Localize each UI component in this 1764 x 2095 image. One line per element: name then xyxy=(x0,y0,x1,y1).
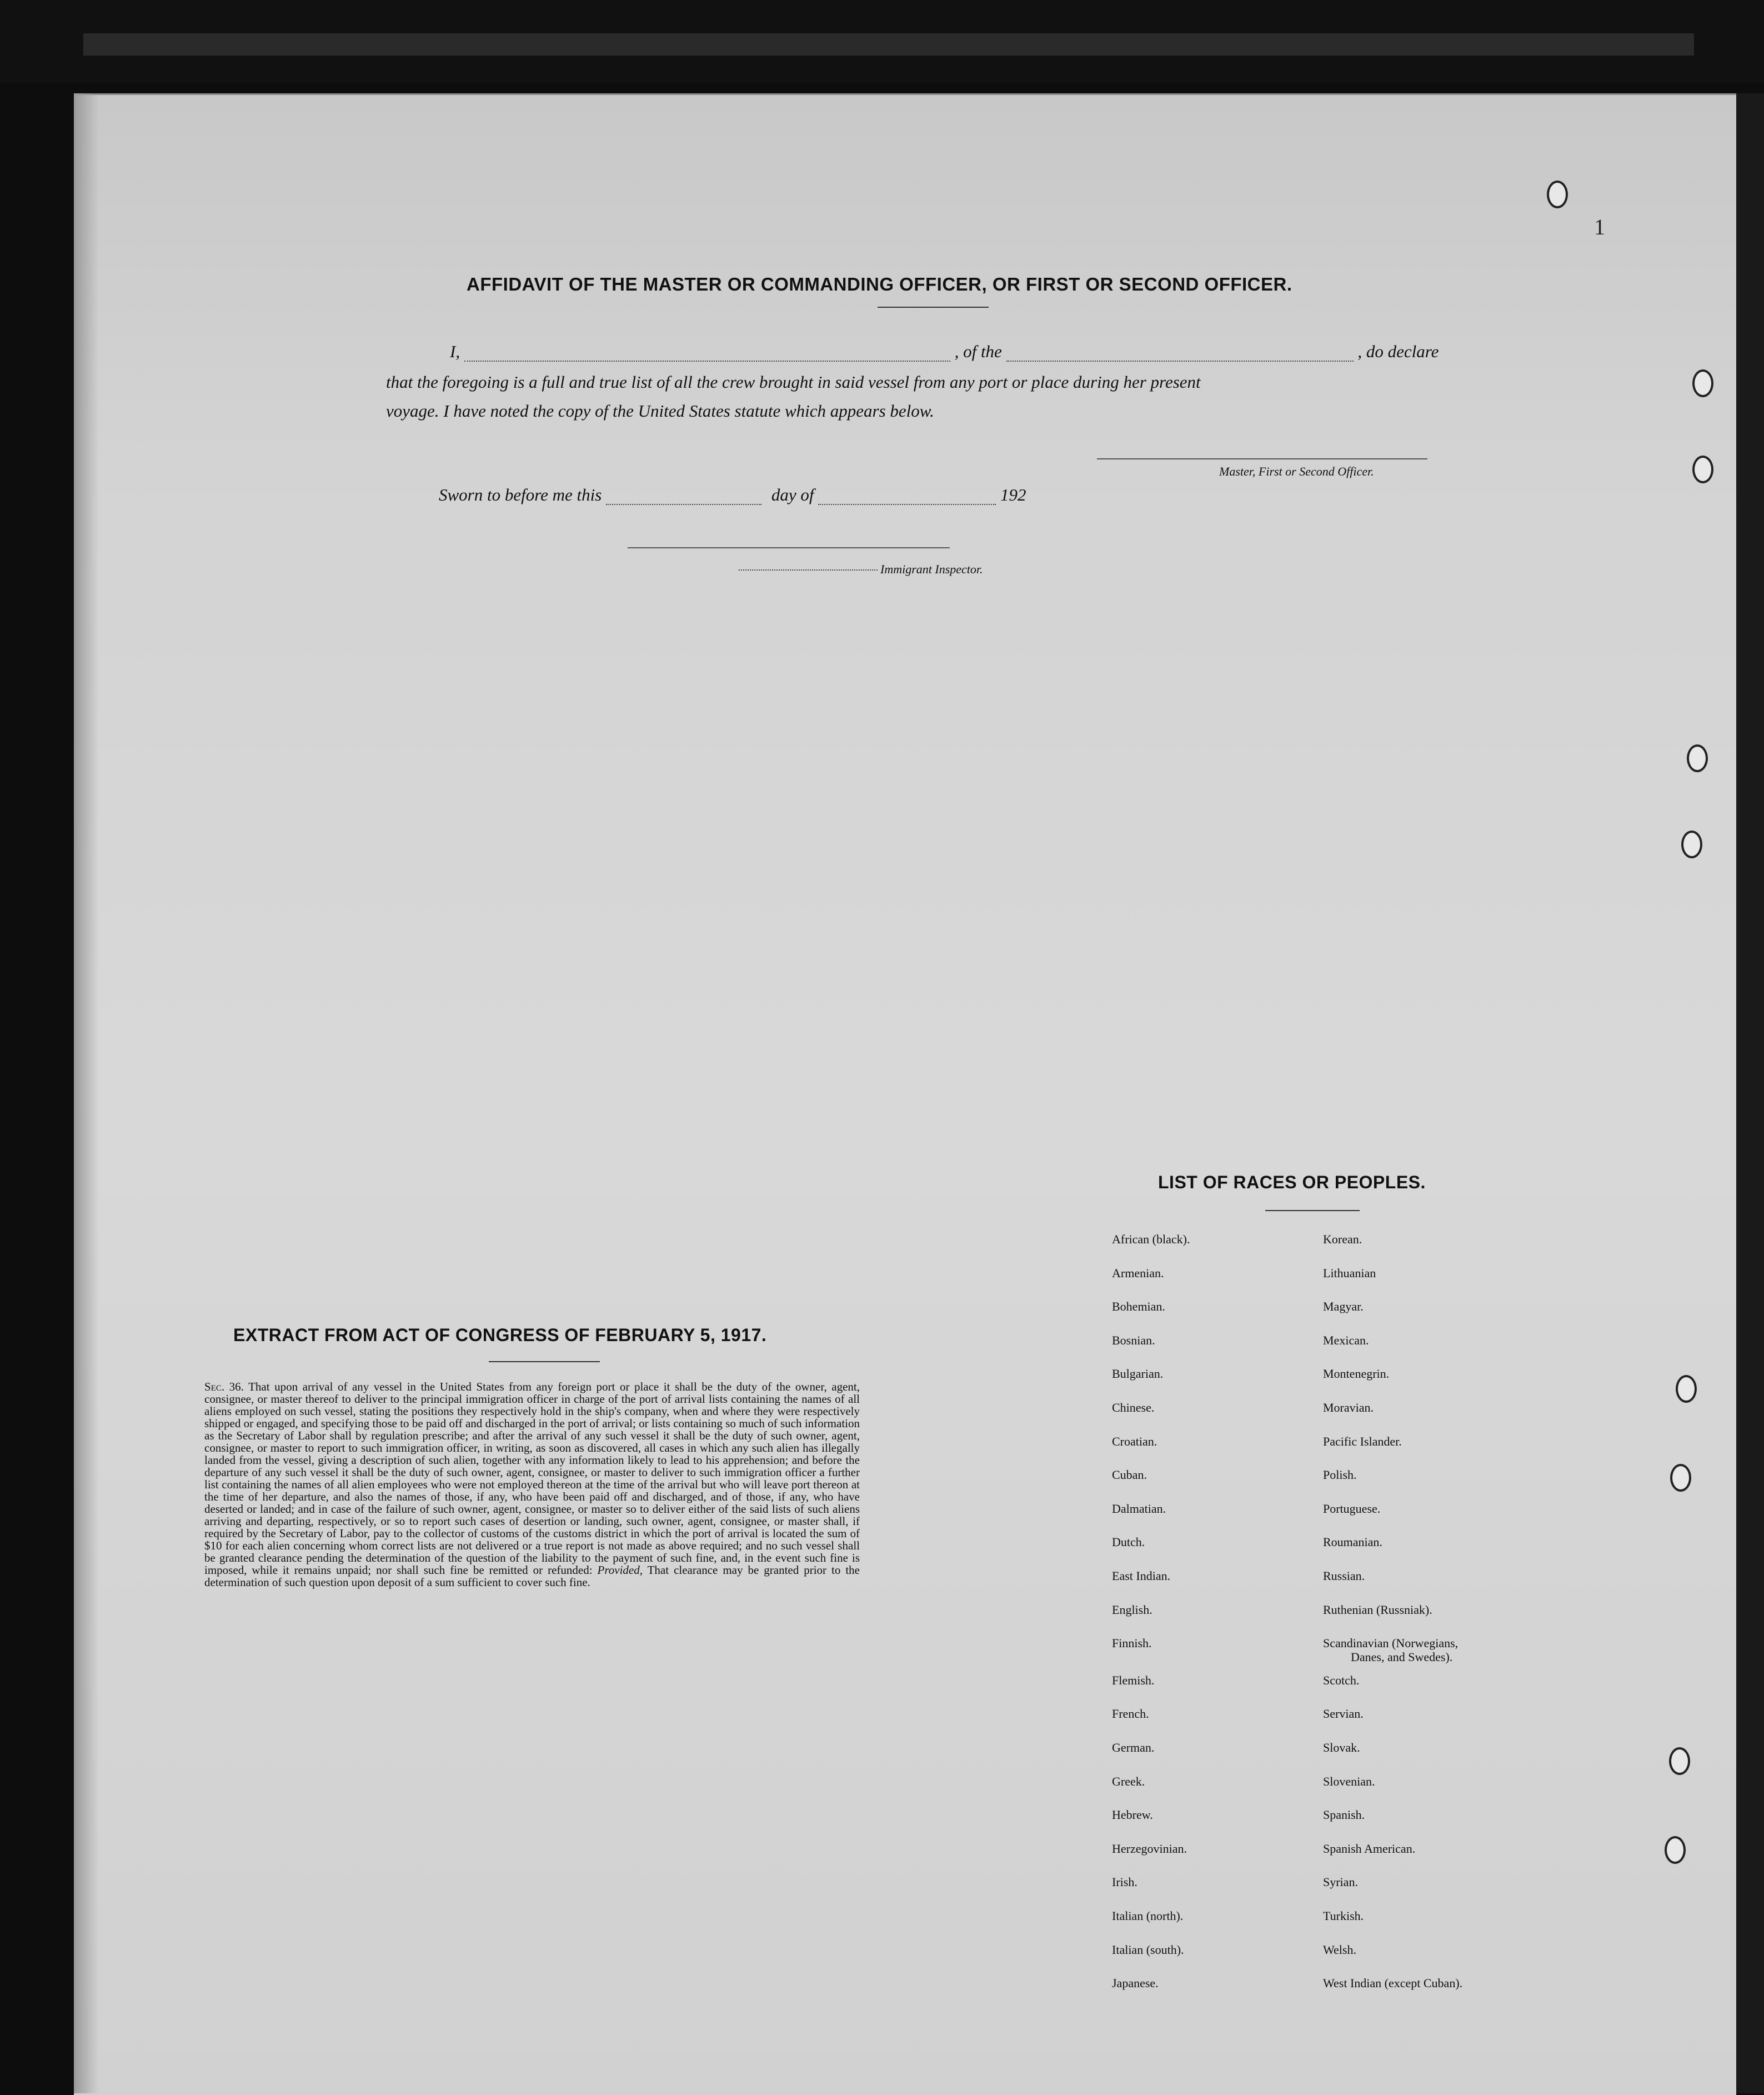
proviso-text: That clearance may be granted prior to the determination of such question upon deposit of a sum sufficient to cover such fine. xyxy=(204,1563,860,1589)
race-item: Roumanian. xyxy=(1323,1535,1382,1549)
punch-hole xyxy=(1692,456,1713,483)
punch-hole xyxy=(1670,1464,1691,1492)
sworn-label: Sworn to before me this xyxy=(439,485,602,504)
race-item: Polish. xyxy=(1323,1468,1357,1482)
master-signature-line[interactable] xyxy=(1097,458,1427,459)
race-item: Magyar. xyxy=(1323,1299,1364,1313)
race-item: Scotch. xyxy=(1323,1673,1360,1687)
race-item: Armenian. xyxy=(1112,1266,1164,1280)
race-item: German. xyxy=(1112,1741,1155,1754)
race-item: Korean. xyxy=(1323,1232,1362,1246)
scanner-right-edge xyxy=(1736,93,1764,2093)
race-item: Chinese. xyxy=(1112,1401,1155,1414)
race-item: Russian. xyxy=(1323,1569,1365,1583)
race-item: Dalmatian. xyxy=(1112,1502,1166,1516)
race-item: French. xyxy=(1112,1707,1149,1721)
races-title: LIST OF RACES OR PEOPLES. xyxy=(1158,1172,1426,1192)
race-item: Japanese. xyxy=(1112,1976,1159,1990)
title-rule xyxy=(878,307,989,308)
race-item: Moravian. xyxy=(1323,1401,1374,1414)
race-item: Slovak. xyxy=(1323,1741,1360,1754)
race-item: Dutch. xyxy=(1112,1535,1145,1549)
race-item: Flemish. xyxy=(1112,1673,1155,1687)
i-label: I, xyxy=(450,342,460,361)
name-field[interactable] xyxy=(464,344,950,362)
inspector-label: Immigrant Inspector. xyxy=(880,562,983,576)
page-number: 1 xyxy=(1594,214,1605,239)
race-item: Bulgarian. xyxy=(1112,1367,1164,1381)
race-item: Hebrew. xyxy=(1112,1808,1153,1822)
day-field[interactable] xyxy=(606,487,761,505)
master-signature-label: Master, First or Second Officer. xyxy=(1219,464,1374,478)
section-lead: Sec. 36. xyxy=(204,1380,244,1393)
race-item: Spanish. xyxy=(1323,1808,1365,1822)
race-item: Turkish. xyxy=(1323,1909,1364,1923)
race-item: Croatian. xyxy=(1112,1434,1157,1448)
race-item: Slovenian. xyxy=(1323,1774,1375,1788)
statute-body: That upon arrival of any vessel in the United States from any foreign port or place it shall be the duty of the owner, agent, consignee, or master thereof to deliver to the principal immigration officer in charge of the port of arrival lists containing the names of all aliens employed on such vessel, stating the positions they respectively hold in the ship's company, when and where they were respectively shipped or engaged, and specifying those to be paid off and discharged in the port of arrival; or lists containing so much of such information as the Secretary of Labor shall by regulation prescribe; and after the arrival of any such vessel it shall be the duty of such owner, agent, consignee, or master to report to such immigration officer, in writing, as soon as discovered, all cases in which any such alien has illegally landed from the vessel, giving a description of such alien, together with any information likely to lead to his apprehension; and before the departure of any such vessel it shall be the duty of such owner, agent, consignee, or master to deliver to such immigration officer a further list containing the names of all alien employees who were not employed thereon at the time of the arrival but who will leave port thereon at the time of her departure, and also the names of those, if any, who have been paid off and discharged, and of those, if any, who have deserted or landed; and in case of the failure of such owner, agent, consignee, or master so to deliver either of the said lists of such aliens arriving and departing, respectively, or so to report such cases of desertion or landing, such owner, agent, consignee, or master shall, if required by the Secretary of Labor, pay to the collector of customs of the customs district in which the port of arrival is located the sum of $10 for each alien concerning whom correct lists are not delivered or a true report is not made as above required; and no such vessel shall be granted clearance pending the determination of the question of the liability to the payment of such fine, and, in the event such fine is imposed, while it remains unpaid; nor shall such fine be remitted or refunded: xyxy=(204,1380,860,1577)
day-of-label: day of xyxy=(771,485,814,504)
affidavit-line-1 xyxy=(450,342,1439,362)
race-item: Herzegovinian. xyxy=(1112,1842,1187,1856)
race-item: Welsh. xyxy=(1323,1943,1356,1957)
affidavit-title: AFFIDAVIT OF THE MASTER OR COMMANDING OFFICER, OR FIRST OR SECOND OFFICER. xyxy=(467,274,1292,294)
race-item: Servian. xyxy=(1323,1707,1364,1721)
race-item: Bohemian. xyxy=(1112,1299,1165,1313)
race-item: Pacific Islander. xyxy=(1323,1434,1402,1448)
inspector-signature-line[interactable] xyxy=(739,569,878,571)
underlying-page-edge xyxy=(83,33,1694,56)
race-item: West Indian (except Cuban). xyxy=(1323,1976,1463,1990)
punch-hole xyxy=(1692,369,1713,397)
month-field[interactable] xyxy=(818,487,996,505)
of-the-label: , of the xyxy=(954,342,1002,361)
punch-hole xyxy=(1669,1747,1690,1775)
year-label: 192 xyxy=(1000,485,1026,504)
race-item: Portuguese. xyxy=(1323,1502,1381,1516)
affidavit-line-3: voyage. I have noted the copy of the United States statute which appears below. xyxy=(386,401,934,421)
race-item: Bosnian. xyxy=(1112,1333,1155,1347)
race-item: English. xyxy=(1112,1603,1152,1617)
race-item: East Indian. xyxy=(1112,1569,1171,1583)
race-item-continuation: Danes, and Swedes). xyxy=(1351,1650,1453,1664)
race-item: Greek. xyxy=(1112,1774,1145,1788)
race-item: Cuban. xyxy=(1112,1468,1147,1482)
vessel-field[interactable] xyxy=(1006,344,1354,362)
race-item: Italian (south). xyxy=(1112,1943,1184,1957)
inspector-upper-line xyxy=(628,547,950,548)
punch-hole xyxy=(1676,1375,1697,1403)
races-title-rule xyxy=(1265,1210,1360,1211)
race-item: African (black). xyxy=(1112,1232,1190,1246)
extract-title-rule xyxy=(489,1361,600,1362)
race-item: Scandinavian (Norwegians, xyxy=(1323,1636,1459,1650)
race-item: Irish. xyxy=(1112,1875,1137,1889)
race-item: Ruthenian (Russniak). xyxy=(1323,1603,1432,1617)
race-item: Spanish American. xyxy=(1323,1842,1416,1856)
punch-hole xyxy=(1681,831,1702,858)
punch-hole xyxy=(1687,744,1708,772)
declare-label: , do declare xyxy=(1357,342,1439,361)
punch-hole xyxy=(1665,1836,1686,1864)
extract-title: EXTRACT FROM ACT OF CONGRESS OF FEBRUARY 5, 1917. xyxy=(233,1325,767,1345)
race-item: Syrian. xyxy=(1323,1875,1358,1889)
sworn-line xyxy=(439,485,1026,505)
statute-text xyxy=(204,1381,860,1588)
race-item: Italian (north). xyxy=(1112,1909,1184,1923)
proviso-word: Provided, xyxy=(597,1563,643,1577)
page-fold-shadow xyxy=(74,93,99,2093)
race-item: Finnish. xyxy=(1112,1636,1152,1650)
affidavit-line-2: that the foregoing is a full and true list of all the crew brought in said vessel from any port or place during her present xyxy=(386,372,1201,392)
document-page xyxy=(74,93,1736,2095)
race-item: Mexican. xyxy=(1323,1333,1369,1347)
punch-hole xyxy=(1547,181,1568,208)
race-item: Montenegrin. xyxy=(1323,1367,1390,1381)
race-item: Lithuanian xyxy=(1323,1266,1376,1280)
